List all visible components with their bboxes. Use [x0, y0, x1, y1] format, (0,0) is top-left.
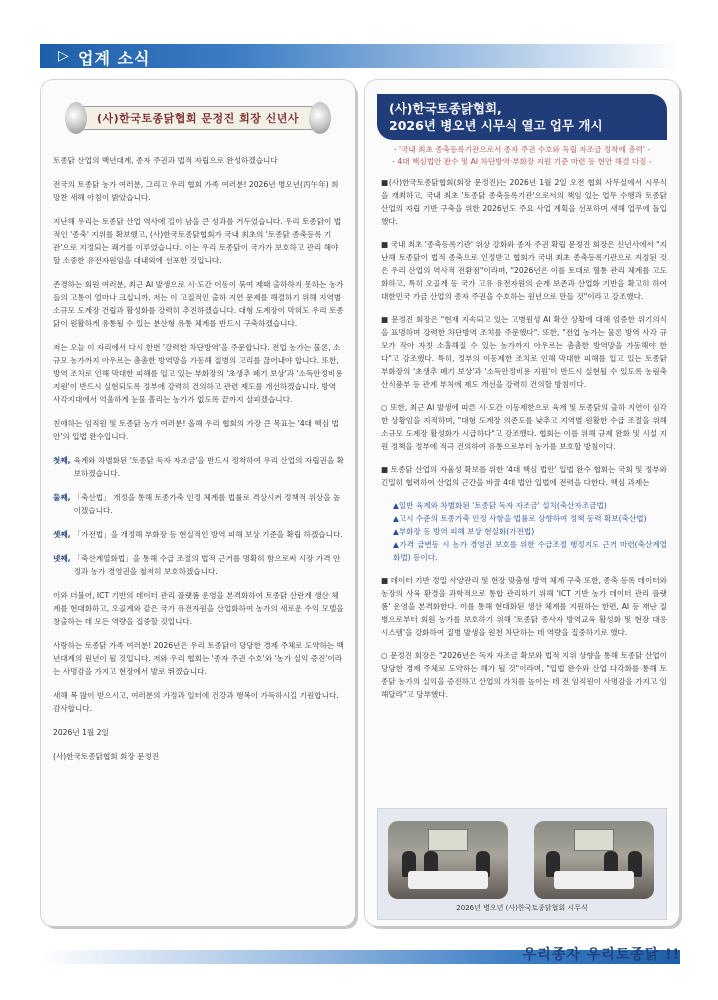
bill-item: [53, 552, 345, 578]
news-panel: [365, 80, 679, 926]
news-paragraph: ■ 토종닭 산업의 자율성 확보를 위한 '4대 핵심 법안' 입법 완수 협회는 국회 및 정부와 긴밀히 협력하여 산업의 근간을 바꿀 4대 법안 입법에 전력을 다한다. 핵심 과제는: [381, 465, 667, 487]
news-paragraph: ○ 또한, 최근 AI 발생에 따른 시·도간 이동제한으로 육계 및 토종닭의 출하 지연이 심각한 상황임을 지적하며, "대형 도계장 의존도를 낮추고 지역별 원활한 수급 조절을 위해 소규모 도계장 활성화가 시급하다"고 강조했다. 협회는 이를 위해 규제 완화 및 시설 지원 정책을 정부에 적극 건의하여 유통으로부터 농가를 보호할 방침이다.: [381, 403, 667, 451]
scroll-banner: [65, 102, 331, 134]
news-title-line: (사)한국토종닭협회,: [389, 101, 502, 116]
footer-slogan: 우리종자 우리토종닭 !!: [522, 947, 680, 963]
news-subtitle: [377, 144, 667, 168]
section-header: [40, 44, 680, 68]
task-list: [381, 499, 667, 564]
news-body: [381, 176, 667, 711]
bill-item-text: 육계와 차별화된 '토종닭 독자 자조금'을 반드시 정착하여 우리 산업의 자립권을 확보하겠습니다.: [73, 456, 344, 478]
bill-item-text: 「축산계열화법」을 통해 수급 조절의 법적 근거를 명확히 함으로써 시장 가격 안정과 농가 경영권을 철저히 보호하겠습니다.: [73, 554, 341, 576]
bill-item-label: 둘째,: [53, 493, 71, 502]
bill-item-label: 첫째,: [53, 456, 71, 465]
address-paragraph: 사랑하는 토종닭 가족 여러분! 2026년은 우리 토종닭이 당당한 경제 주체로 도약하는 백년대계의 원년이 될 것입니다. 저와 우리 협회는 '종자 주권 수호'와 '농가 실익 증진'이라는 사명감을 가지고 현장에서 발로 뛰겠습니다.: [53, 641, 344, 676]
play-arrow-icon: ▷: [58, 48, 69, 64]
address-paragraph: 이와 더불어, ICT 기반의 데이터 관리 플랫폼 운영을 본격화하여 토종닭 산란계 생산 체계를 현대화하고, 오골계와 같은 국가 유전자원을 산업화하여 농가의 새로운 수익 모델을 창출하는 데 모든 역량을 집중할 것입니다.: [53, 591, 344, 626]
news-subtitle-line: - '국내 최초 종축등록기관으로서 종자 주권 수호와 독립 자조금 정착에 총력' -: [393, 145, 651, 154]
news-title-line: 2026년 병오년 시무식 열고 업무 개시: [389, 118, 603, 133]
task-item: ▲부화장 등 방역 피해 보상 현실화(가전법): [393, 527, 535, 536]
task-item: ▲일반 육계와 차별화된 '토종닭 독자 자조금' 설치(축산자조금법): [393, 501, 607, 510]
ceremony-photo: [534, 821, 654, 899]
address-paragraph: 새해 복 많이 받으시고, 여러분의 가정과 일터에 건강과 행복이 가득하시길 기원합니다. 감사합니다.: [53, 691, 339, 713]
bill-item: [53, 528, 345, 541]
news-paragraph: ■ 문정진 회장은 "현재 지속되고 있는 고병원성 AI 확산 상황에 대해 엄중한 위기의식을 표명하며 강력한 차단방역 조치를 주문했다". 또한, "전업 농가는 물론 방역 사각 규모가 작아 자칫 소홀해질 수 있는 농가까지 아우르는 촘촘한 방역망을 가동해야 한다"고 강조했다. 특히, 정부의 이동제한 조치로 인해 막대한 피해를 입고 있는 토종닭 부화장의 '초생추 폐기 보상'과 '소득안정비용 지원'이 반드시 실현될 수 있도록 농림축산식품부 등 관계 부처에 제도 개선을 강력히 건의할 방침이다.: [381, 315, 667, 389]
task-item: ▲가격 급변동 시 농가 경영권 보호를 위한 수급조절 행정지도 근거 마련(축산계열화법) 등이다.: [393, 540, 667, 562]
address-signature: (사)한국토종닭협회 회장 문정진: [53, 752, 160, 761]
bill-item: [53, 491, 345, 517]
news-paragraph: ○ 문정진 회장은 "2026년은 독자 자조금 확보와 법적 지위 상향을 통해 토종닭 산업이 당당한 경제 주체로 도약하는 해가 될 것"이라며, "입법 완수와 산업 다각화를 통해 토종닭 농가의 실익을 증진하고 산업의 가치를 높이는 데 전 임직원이 사명감을 가지고 임해달라"고 당부했다.: [381, 651, 667, 699]
news-paragraph: ■ 국내 최초 '종축등록기관' 위상 강화와 종자 주권 확립 문정진 회장은 신년사에서 "지난해 토종닭이 법적 종축으로 인정받고 협회가 국내 최초 종축등록기관으로 지정된 것은 우리 산업의 역사적 전환점"이라며, "2026년은 이를 토대로 혈통 관리 체계를 고도화하고, 특히 오골계 등 국가 고유 유전자원의 순계 보존과 산업화 기반을 확고히 하여 대한민국 가금 산업의 종자 주권을 수호하는 원년으로 만들 것"이라고 강조했다.: [381, 240, 667, 301]
news-paragraph: ■(사)한국토종닭협회(회장 문정진)는 2026년 1월 2일 오전 협회 사무실에서 시무식을 개최하고, 국내 최초 '토종닭 종축등록기관'으로서의 책임 있는 업무 수행과 토종닭 산업의 자립 기반 구축을 위한 2026년도 주요 사업 계획을 선포하며 새해 업무에 돌입했다.: [381, 178, 667, 226]
bill-item-label: 넷째,: [53, 554, 71, 563]
new-year-address-panel: [41, 80, 355, 926]
photo-box: [377, 808, 667, 920]
address-paragraph: 지난해 우리는 토종닭 산업 역사에 길이 남을 큰 성과를 거두었습니다. 우리 토종닭이 법적인 '종축' 지위를 확보했고, (사)한국토종닭협회가 국내 최초의 '토종닭 종축등록 기관'으로 지정되는 쾌거를 이루었습니다. 이는 우리 토종닭이 국가가 보호하고 관리 해야 할 소중한 유전자원임을 대내외에 선포한 것입니다.: [53, 217, 342, 265]
address-paragraph: 친애하는 임직원 및 토종닭 농가 여러분! 올해 우리 협회의 가장 큰 목표는 '4대 핵심 법안'의 입법 완수입니다.: [53, 419, 339, 441]
tv-screen-icon: [574, 829, 614, 851]
section-title: 업계 소식: [78, 49, 151, 68]
bill-item-label: 셋째,: [53, 530, 71, 539]
news-subtitle-line: - 4대 핵심법안 완수 및 AI 차단방역·부화장 지원 기준 마련 등 현안 해결 다짐 -: [392, 157, 652, 166]
banner-title: (사)한국토종닭협회 문정진 회장 신년사: [96, 112, 300, 125]
news-paragraph: ■ 데이터 기반 정밀 사양관리 및 현장 맞춤형 방역 체계 구축 또한, 종축 등록 데이터와 농장의 사육 환경을 과학적으로 통합 관리하기 위해 'ICT 기반 농가 데이터 관리 플랫폼' 운영을 본격화한다. 이를 통해 현대화된 생산 체계를 지원하는 한편, AI 등 재난 질병으로부터 회원 농가를 보호하기 위해 '토종닭 종사자 방역교육 활성화 및 현장 대응 시스템'을 강화하여 질병 발생을 원천 차단하는 데 역량을 집중하기로 했다.: [381, 576, 667, 637]
table-icon: [554, 871, 634, 889]
bill-item-text: 「가전법」을 개정해 부화장 등 현실적인 방역 피해 보상 기준을 확립 하겠습니다.: [73, 530, 343, 539]
ceremony-photo: [388, 821, 508, 899]
address-paragraph: 저는 오늘 이 자리에서 다시 한번 '강력한 차단방역'을 주문합니다. 전업 농가는 물론, 소규모 농가까지 아우르는 촘촘한 방역망을 가동해 질병의 고리를 끊어내야 합니다. 또한, 방역 조치로 인해 막대한 피해를 입고 있는 부화장의 '초생추 폐기 보상'과 '소득안정비용 지원'이 반드시 실현되도록 정부에 강력히 건의하고 관련 제도를 개선하겠습니다. 방역 사각지대에서 억울하게 눈물 흘리는 농가가 없도록 끝까지 살피겠습니다.: [53, 343, 343, 404]
photo-caption: 2026년 병오년 (사)한국토종닭협회 시무식: [456, 904, 588, 912]
news-title: [377, 94, 667, 140]
address-text: [53, 154, 345, 774]
address-paragraph: 존경하는 회원 여러분, 최근 AI 발생으로 시·도간 이동이 묶여 제때 출하하지 못하는 농가들의 고통이 얼마나 크십니까. 저는 이 고질적인 출하 지연 문제를 해결하기 위해 지역별 소규모 도계장 건립과 활성화를 강력히 추진하겠습니다. 대형 도계장이 막혀도 우리 토종닭이 원활하게 유통될 수 있는 분산형 유통 체계를 반드시 구축하겠습니다.: [53, 280, 344, 328]
address-date: 2026년 1월 2일: [53, 728, 109, 737]
task-item: ▲고시 수준의 토종가축 인정 사항을 법률로 상향하여 정책 동력 확보(축산법): [393, 514, 647, 523]
tv-screen-icon: [428, 829, 468, 851]
table-icon: [408, 871, 488, 889]
address-headline: 토종닭 산업의 백년대계, 종자 주권과 법적 자립으로 완성하겠습니다: [53, 156, 278, 165]
bill-item: [53, 454, 345, 480]
address-paragraph: 전국의 토종닭 농가 여러분, 그리고 우리 협회 가족 여러분! 2026년 병오년(丙午年) 희망찬 새해 아침이 밝았습니다.: [53, 180, 339, 202]
bill-item-text: 「축산법」 개정을 통해 토종가축 인정 체계를 법률로 격상시켜 정책적 위상을 높이겠습니다.: [73, 493, 341, 515]
